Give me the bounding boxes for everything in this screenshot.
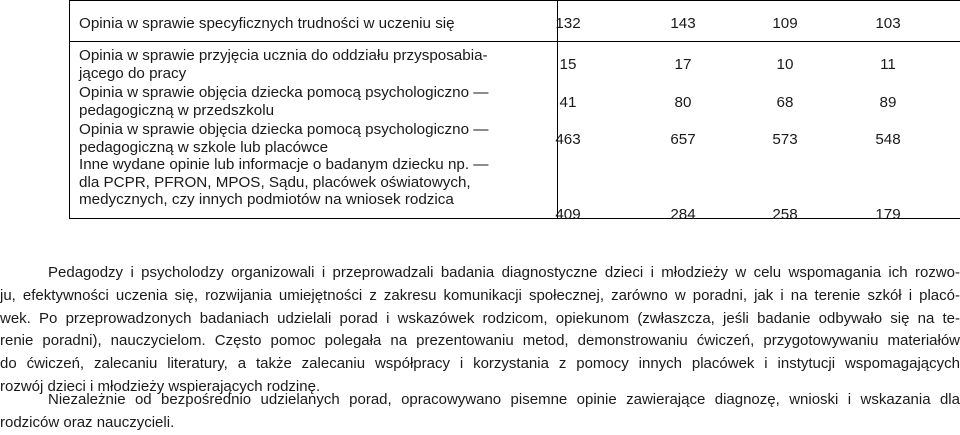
row-divider — [70, 41, 960, 42]
value-cell: 109 — [772, 15, 798, 32]
paragraph-line: rodziców oraz nauczycieli. — [0, 413, 175, 431]
paragraph-line: ju, efektywności uczenia się, rozwijania umiejętności z zakresu komunikacji społecznej, zarówno w poradni, jak i na terenie szkół i placó- — [0, 286, 960, 304]
row-label-line: medycznych, czy innych podmiotów na wniosek rodzica — [79, 191, 454, 208]
row-label-line: dla PCPR, PFRON, MPOS, Sądu, placówek oświatowych, — [79, 173, 471, 191]
value-cell: 657 — [670, 131, 696, 148]
row-label-line: Opinia w sprawie objęcia dziecka pomocą psychologiczno — — [79, 121, 489, 138]
value-cell: 548 — [875, 131, 901, 148]
value-cell: 103 — [875, 15, 901, 32]
value-cell: 10 — [776, 56, 794, 73]
value-cell: 68 — [776, 94, 794, 111]
body-paragraph — [0, 262, 960, 399]
row-label-line: pedagogiczną w przedszkolu — [79, 101, 275, 119]
value-cell: 409 — [555, 206, 581, 223]
paragraph-line: Niezależnie od bezpośrednio udzielanych porad, opracowywano pisemne opinie zawierające diagnozę, wnioski i wskazania dla — [48, 391, 960, 408]
value-cell: 284 — [670, 206, 696, 223]
row-label — [79, 156, 549, 209]
value-cell: 143 — [670, 15, 696, 32]
value-cell: 258 — [772, 206, 798, 223]
row-label — [79, 47, 549, 82]
paragraph-line: do ćwiczeń, zalecaniu literatury, a także zalecaniu współpracy i korzystania z pomocy innych placówek i instytucji wspomagających — [0, 355, 960, 373]
opinions-table — [69, 0, 960, 223]
row-label-line: pedagogiczną w szkole lub placówce — [79, 138, 329, 156]
row-label-line: Opinia w sprawie specyficznych trudności w uczeniu się — [79, 15, 455, 32]
value-cell: 41 — [559, 94, 577, 111]
row-label — [79, 121, 549, 156]
value-cell: 80 — [674, 94, 692, 111]
value-cell: 17 — [674, 56, 692, 73]
row-label-line: Opinia w sprawie przyjęcia ucznia do oddziału przysposabia- — [79, 47, 488, 64]
value-cell: 463 — [555, 131, 581, 148]
body-paragraph — [0, 389, 960, 435]
value-cell: 15 — [559, 56, 577, 73]
value-cell: 11 — [880, 56, 896, 73]
value-cell: 179 — [875, 206, 901, 223]
row-label-line: Inne wydane opinie lub informacje o badanym dziecku np. — — [79, 156, 489, 173]
row-label-line: jącego do pracy — [79, 64, 187, 82]
paragraph-line: Pedagodzy i psycholodzy organizowali i przeprowadzali badania diagnostyczne dzieci i młodzieży w celu wspomagania ich rozwo- — [48, 264, 960, 281]
paragraph-line: wek. Po przeprowadzonych badaniach udzielali porad i wskazówek rodzicom, opiekunom (zwłaszcza, jeśli badanie odbywało się na te- — [0, 309, 960, 327]
value-cell: 89 — [879, 94, 897, 111]
value-cell: 132 — [555, 15, 581, 32]
paragraph-line: rozwój dzieci i młodzieży wspierających rodzinę. — [0, 377, 321, 395]
row-label — [79, 15, 549, 33]
paragraph-line: renie poradni), nauczycielom. Często pomoc polegała na prezentowaniu metod, demonstrowaniu ćwiczeń, przygotowywaniu materiałów — [0, 332, 960, 350]
value-cell: 573 — [772, 131, 798, 148]
row-label-line: Opinia w sprawie objęcia dziecka pomocą psychologiczno — — [79, 84, 489, 101]
row-label — [79, 84, 549, 119]
